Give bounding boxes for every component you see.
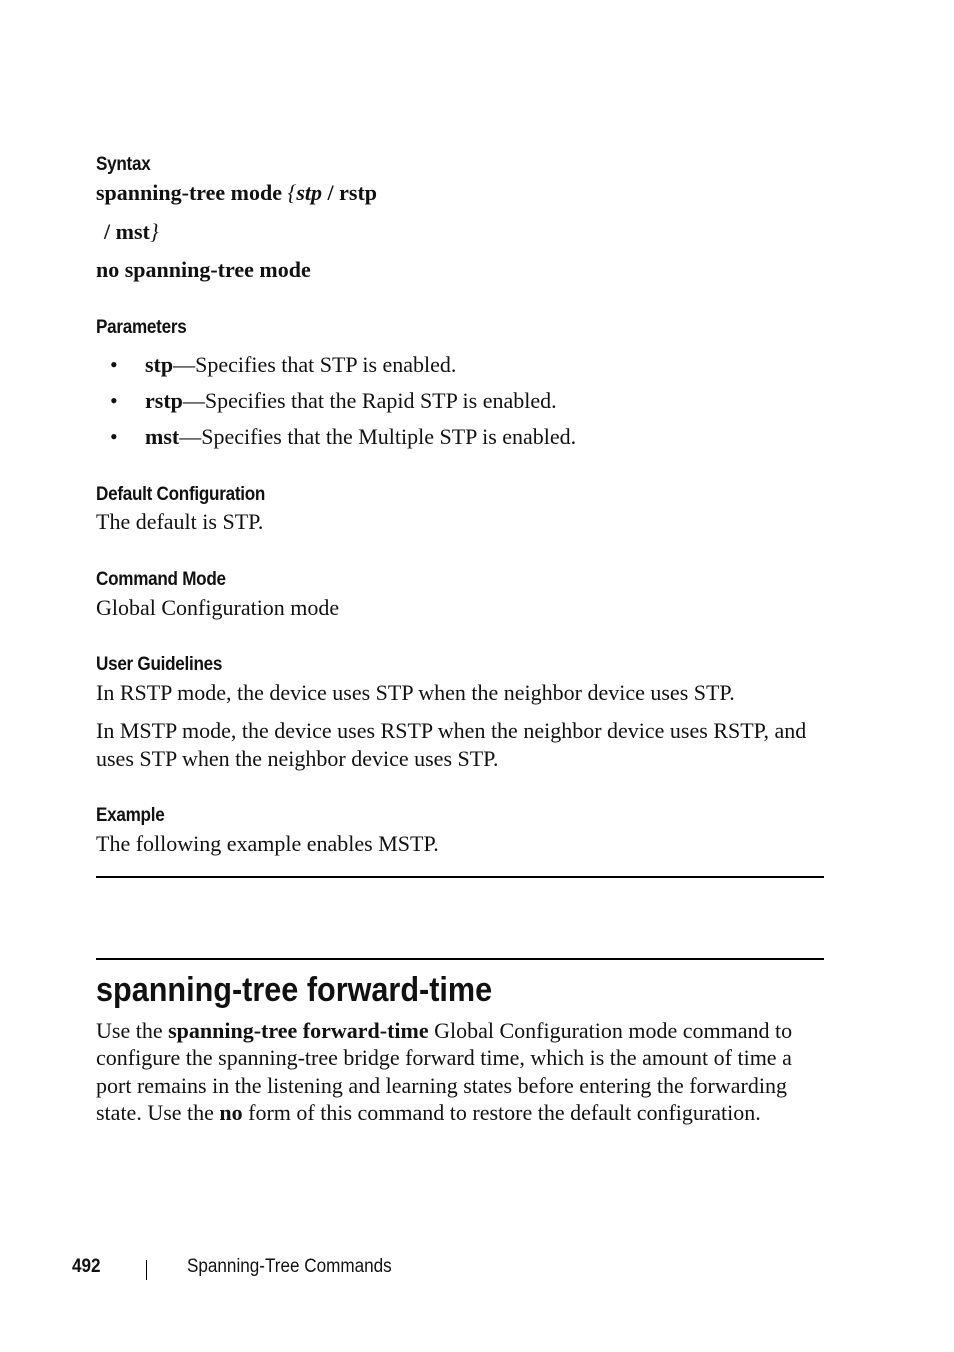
user-guidelines-para-1: In RSTP mode, the device uses STP when the neighbor device uses STP. xyxy=(96,680,735,705)
section-title: spanning-tree forward-time xyxy=(96,971,493,1009)
intro-command: spanning-tree forward-time xyxy=(168,1018,429,1043)
parameter-desc: —Specifies that the Multiple STP is enabled. xyxy=(179,424,577,449)
syntax-line-2 xyxy=(104,219,159,245)
syntax-mst: / mst xyxy=(104,219,150,244)
footer-section-title: Spanning-Tree Commands xyxy=(187,1256,392,1277)
syntax-no-form: no spanning-tree mode xyxy=(96,257,311,282)
parameter-name: mst xyxy=(145,424,180,449)
user-guidelines-para-2: In MSTP mode, the device uses RSTP when the neighbor device uses RSTP, and uses STP when the neighbor device uses STP. xyxy=(96,718,807,771)
syntax-stp: stp xyxy=(296,180,322,205)
parameter-desc: —Specifies that the Rapid STP is enabled. xyxy=(182,388,557,413)
page-number: 492 xyxy=(72,1256,101,1277)
syntax-brace-open: { xyxy=(287,180,297,205)
intro-no: no xyxy=(219,1099,243,1125)
intro-post: form of this command to restore the default configuration. xyxy=(242,1099,761,1125)
parameter-name: stp xyxy=(145,352,174,377)
syntax-command: spanning-tree mode xyxy=(96,180,288,205)
default-config-heading: Default Configuration xyxy=(96,484,266,505)
example-heading: Example xyxy=(96,805,165,826)
section-rule xyxy=(96,958,824,960)
command-mode-heading: Command Mode xyxy=(96,569,226,590)
user-guidelines-heading: User Guidelines xyxy=(96,654,223,675)
example-text: The following example enables MSTP. xyxy=(96,831,439,856)
bullet-icon: • xyxy=(110,424,118,449)
intro-mid: Global Configuration mode command to configure the spanning-tree bridge forward time, which is the amount of time a port remains in the listening and learning states before entering the forwarding state. Use the xyxy=(96,1018,793,1125)
syntax-line-1 xyxy=(96,180,377,206)
default-config-text: The default is STP. xyxy=(96,509,264,534)
command-mode-text: Global Configuration mode xyxy=(96,595,340,620)
syntax-brace-close: } xyxy=(149,219,159,244)
parameters-heading: Parameters xyxy=(96,317,187,338)
bullet-icon: • xyxy=(110,352,118,377)
footer-separator xyxy=(146,1260,147,1280)
section-intro xyxy=(96,1017,824,1126)
parameter-desc: —Specifies that STP is enabled. xyxy=(173,352,457,377)
syntax-heading: Syntax xyxy=(96,154,151,175)
bullet-icon: • xyxy=(110,388,118,413)
intro-pre: Use the xyxy=(96,1018,169,1043)
syntax-rstp: / rstp xyxy=(322,180,377,205)
divider xyxy=(96,876,824,878)
parameter-name: rstp xyxy=(145,388,183,413)
